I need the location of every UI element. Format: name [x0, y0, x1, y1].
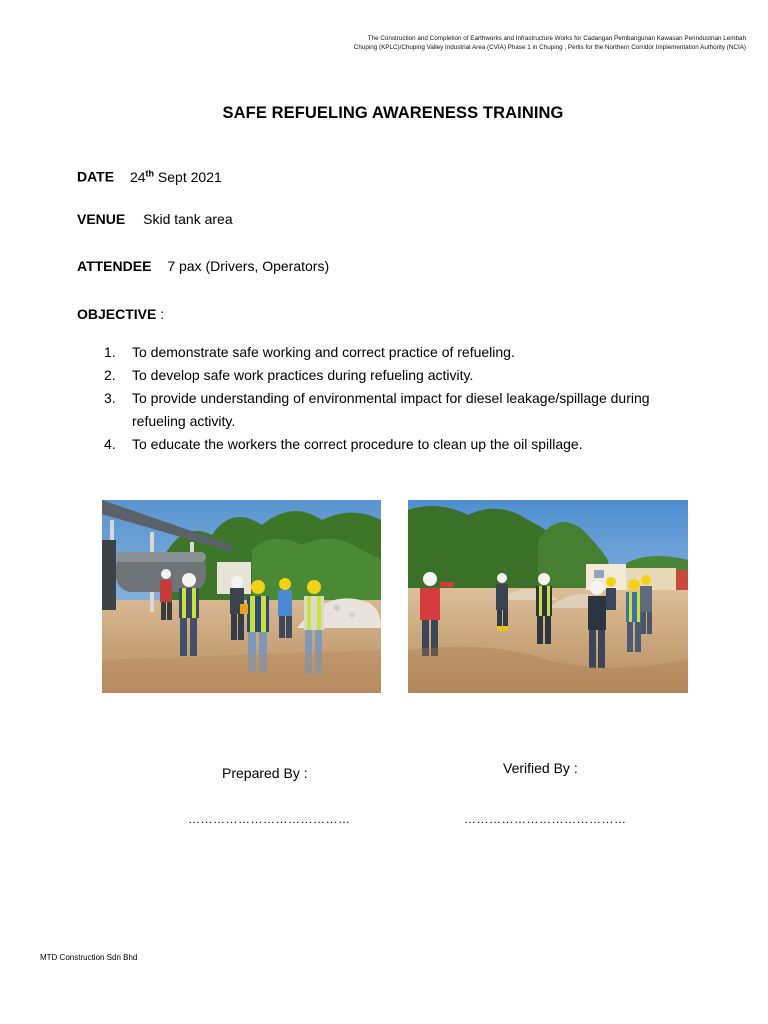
document-title: SAFE REFUELING AWARENESS TRAINING: [222, 104, 564, 122]
objective-number: 4.: [104, 436, 116, 452]
objective-number: 1.: [104, 344, 116, 360]
objective-item: [104, 433, 664, 456]
venue-label: VENUE: [77, 211, 126, 227]
objective-colon: :: [156, 306, 165, 322]
objective-item: [104, 341, 664, 364]
date-month-year: Sept 2021: [154, 168, 222, 185]
date-label: DATE: [77, 168, 115, 185]
attendee-field: [77, 258, 329, 274]
objective-text: To develop safe work practices during refueling activity.: [132, 367, 474, 383]
prepared-by-label: Prepared By :: [222, 765, 308, 781]
date-value: [130, 169, 222, 185]
training-photo-skid-tank: [102, 500, 381, 693]
training-photo-site-briefing: [408, 500, 688, 693]
objective-list: [104, 341, 664, 456]
objective-number: 2.: [104, 367, 116, 383]
objective-item: [104, 364, 664, 387]
objective-text: To educate the workers the correct procedure to clean up the oil spillage.: [132, 436, 583, 452]
objective-text: To demonstrate safe working and correct practice of refueling.: [132, 344, 515, 360]
objective-heading: [77, 306, 164, 322]
header-line-2: Chuping (KPLC)/Chuping Valley Industrial Area (CVIA) Phase 1 in Chuping , Perlis for the Northern Corridor Implementation Authority (NCIA): [353, 44, 746, 52]
attendee-label: ATTENDEE: [77, 258, 152, 274]
verified-by-signature-line: …………………………………: [464, 812, 627, 826]
attendee-value: 7 pax (Drivers, Operators): [167, 258, 330, 274]
objective-label: OBJECTIVE: [77, 306, 157, 322]
date-day: 24: [129, 168, 146, 185]
venue-value: Skid tank area: [143, 211, 233, 227]
prepared-by-signature-line: …………………………………: [188, 812, 351, 826]
footer-company-name: MTD Construction Sdn Bhd: [40, 953, 138, 962]
header-project-note: [276, 34, 746, 53]
objective-text: To provide understanding of environmental impact for diesel leakage/spillage during refueling activity.: [132, 390, 650, 429]
objective-item: [104, 387, 664, 433]
date-suffix: th: [145, 168, 155, 178]
verified-by-label: Verified By :: [503, 760, 578, 776]
objective-number: 3.: [104, 390, 116, 406]
venue-field: [77, 211, 233, 227]
date-field: [77, 168, 222, 185]
header-line-1: The Construction and Completion of Earthworks and Infrastructure Works for Cadangan Pembangunan Kawasan Perindustrian Lembah: [367, 35, 746, 42]
